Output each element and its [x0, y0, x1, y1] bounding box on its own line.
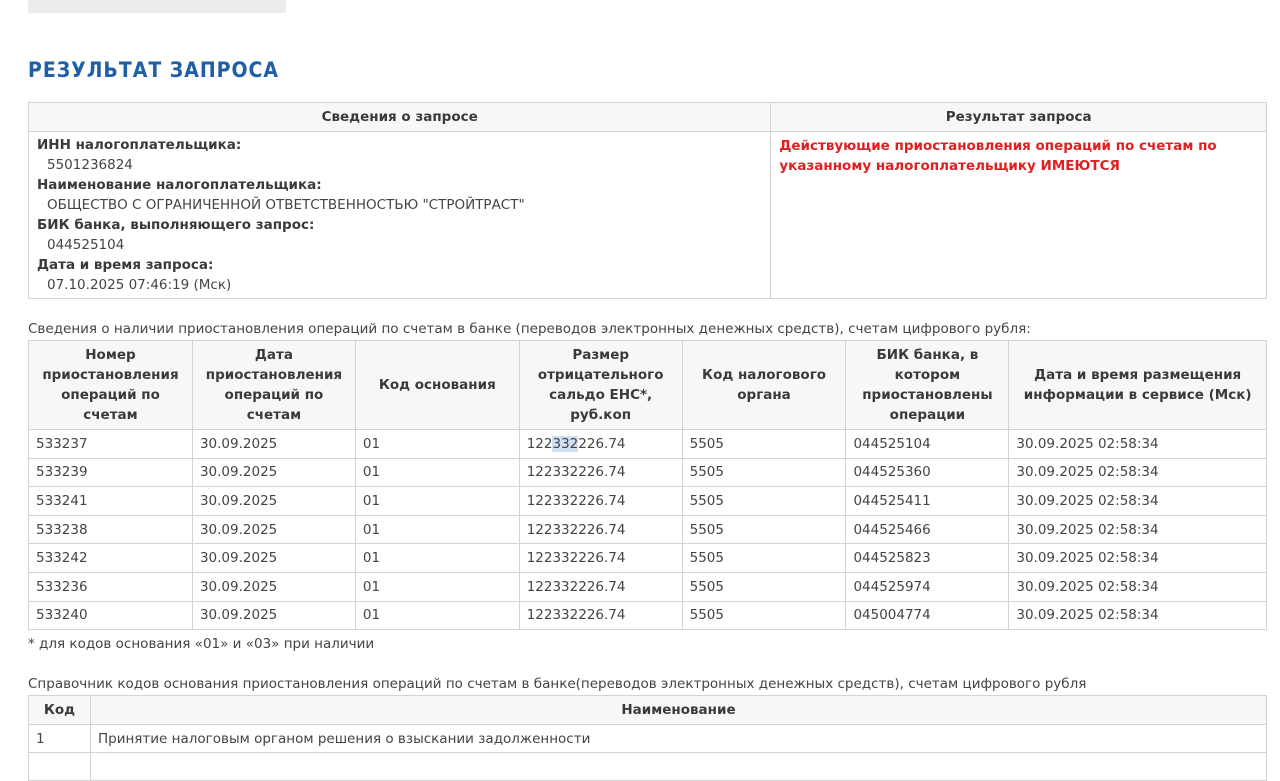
col-placement-datetime: Дата и время размещения информации в сервисе (Мск): [1009, 341, 1267, 430]
request-datetime-value: 07.10.2025 07:46:19 (Мск): [47, 277, 232, 293]
ref-cell-name: Принятие налоговым органом решения о взыскании задолженности: [90, 725, 1266, 753]
cell-bik: 044525823: [846, 544, 1009, 573]
footnote: * для кодов основания «01» и «03» при наличии: [28, 636, 375, 652]
ref-col-name: Наименование: [90, 696, 1266, 725]
col-tax-authority-code: Код налогового органа: [682, 341, 846, 430]
table-row: [29, 430, 1267, 459]
table-row: [29, 601, 1267, 630]
cell-bik: 044525466: [846, 515, 1009, 544]
cell-bik: 044525360: [846, 458, 1009, 487]
cell-tax-code: 5505: [682, 430, 846, 459]
bank-bik-value: 044525104: [47, 237, 125, 253]
result-status-text: Действующие приостановления операций по счетам по указанному налогоплательщику ИМЕЮТСЯ: [779, 138, 1217, 174]
cell-datetime: 30.09.2025 02:58:34: [1009, 572, 1267, 601]
cell-date: 30.09.2025: [192, 544, 355, 573]
cell-amount: 122332226.74: [519, 515, 682, 544]
cell-basis-code: 01: [355, 572, 519, 601]
taxpayer-name-value: ОБЩЕСТВО С ОГРАНИЧЕННОЙ ОТВЕТСТВЕННОСТЬЮ "СТРОЙТРАСТ": [47, 197, 525, 213]
cell-bik: 044525104: [846, 430, 1009, 459]
cell-date: 30.09.2025: [192, 601, 355, 630]
cell-number: 533239: [29, 458, 193, 487]
ref-col-code: Код: [29, 696, 91, 725]
cell-amount: 122332226.74: [519, 544, 682, 573]
page-title: РЕЗУЛЬТАТ ЗАПРОСА: [28, 58, 280, 82]
cell-amount: 122332226.74: [519, 601, 682, 630]
suspensions-caption: Сведения о наличии приостановления операций по счетам в банке (переводов электронных денежных средств), счетам цифрового рубля:: [28, 321, 1031, 337]
col-suspension-number: Номер приостановления операций по счетам: [29, 341, 193, 430]
cell-tax-code: 5505: [682, 487, 846, 516]
inn-label: ИНН налогоплательщика:: [37, 137, 242, 153]
cell-amount: 122332226.74: [519, 572, 682, 601]
cell-tax-code: 5505: [682, 601, 846, 630]
cell-bik: 045004774: [846, 601, 1009, 630]
request-datetime-label: Дата и время запроса:: [37, 257, 214, 273]
suspensions-table: [28, 340, 1267, 630]
cell-datetime: 30.09.2025 02:58:34: [1009, 515, 1267, 544]
request-info-header: Сведения о запросе: [29, 103, 771, 132]
cell-datetime: 30.09.2025 02:58:34: [1009, 487, 1267, 516]
cell-datetime: 30.09.2025 02:58:34: [1009, 458, 1267, 487]
cell-tax-code: 5505: [682, 515, 846, 544]
cell-number: 533238: [29, 515, 193, 544]
ref-cell-name: [90, 753, 1266, 781]
cell-tax-code: 5505: [682, 544, 846, 573]
cell-tax-code: 5505: [682, 458, 846, 487]
cell-number: 533237: [29, 430, 193, 459]
cell-basis-code: 01: [355, 601, 519, 630]
request-info-table: [28, 102, 1267, 299]
col-negative-balance: Размер отрицательного сальдо ЕНС*, руб.коп: [519, 341, 682, 430]
cell-amount: 122332226.74: [519, 487, 682, 516]
reference-caption: Справочник кодов основания приостановления операций по счетам в банке(переводов электронных денежных средств), счетам цифрового рубля: [28, 676, 1087, 692]
top-toolbar-button[interactable]: [28, 0, 286, 13]
cell-datetime: 30.09.2025 02:58:34: [1009, 601, 1267, 630]
cell-tax-code: 5505: [682, 572, 846, 601]
table-row: [29, 515, 1267, 544]
cell-basis-code: 01: [355, 458, 519, 487]
cell-number: 533236: [29, 572, 193, 601]
cell-date: 30.09.2025: [192, 430, 355, 459]
cell-number: 533242: [29, 544, 193, 573]
table-row: [29, 572, 1267, 601]
request-result-cell: [771, 132, 1267, 299]
cell-datetime: 30.09.2025 02:58:34: [1009, 544, 1267, 573]
inn-value: 5501236824: [47, 157, 133, 173]
amount-part: 226.74: [578, 435, 626, 452]
col-basis-code: Код основания: [355, 341, 519, 430]
ref-cell-code: [29, 753, 91, 781]
cell-bik: 044525974: [846, 572, 1009, 601]
cell-number: 533241: [29, 487, 193, 516]
cell-basis-code: 01: [355, 544, 519, 573]
table-row: [29, 487, 1267, 516]
col-suspension-date: Дата приостановления операций по счетам: [192, 341, 355, 430]
amount-part: 122: [526, 435, 553, 452]
table-row: [29, 544, 1267, 573]
reference-table: [28, 695, 1267, 781]
cell-datetime: 30.09.2025 02:58:34: [1009, 430, 1267, 459]
cell-date: 30.09.2025: [192, 458, 355, 487]
cell-basis-code: 01: [355, 515, 519, 544]
table-row: [29, 458, 1267, 487]
cell-bik: 044525411: [846, 487, 1009, 516]
cell-date: 30.09.2025: [192, 572, 355, 601]
taxpayer-name-label: Наименование налогоплательщика:: [37, 177, 322, 193]
cell-number: 533240: [29, 601, 193, 630]
table-row: [29, 753, 1267, 781]
request-info-cell: [29, 132, 771, 299]
cell-basis-code: 01: [355, 430, 519, 459]
cell-basis-code: 01: [355, 487, 519, 516]
cell-date: 30.09.2025: [192, 487, 355, 516]
col-bank-bik: БИК банка, в котором приостановлены операции: [846, 341, 1009, 430]
ref-cell-code: 1: [29, 725, 91, 753]
table-row: [29, 725, 1267, 753]
cell-amount: 122332226.74: [519, 458, 682, 487]
selected-text-highlight: 332: [552, 435, 579, 452]
cell-amount: [519, 430, 682, 459]
bank-bik-label: БИК банка, выполняющего запрос:: [37, 217, 315, 233]
request-result-header: Результат запроса: [771, 103, 1267, 132]
cell-date: 30.09.2025: [192, 515, 355, 544]
